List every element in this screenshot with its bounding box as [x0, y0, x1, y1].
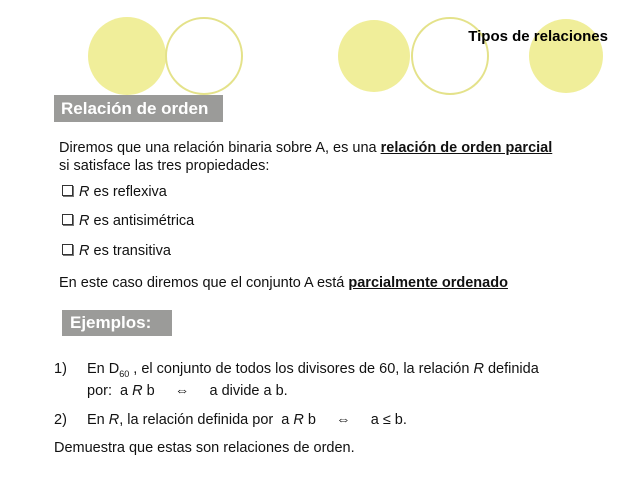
bullet-text: es reflexiva [89, 184, 167, 200]
example-2-var2: R [293, 412, 304, 428]
example-1-line-2 [87, 382, 288, 400]
bullet-reflexiva [62, 183, 167, 201]
bullet-var: R [79, 243, 90, 259]
circle-outline-1 [166, 18, 242, 94]
conclusion-line [59, 274, 508, 292]
intro-text: Diremos que una relación binaria sobre A, es una [59, 140, 381, 156]
page-title: Tipos de relaciones [468, 28, 608, 45]
example-2-mid: , la relación definida por a [119, 412, 294, 428]
bullet-square-icon [62, 185, 73, 196]
example-1-line2-mid: b ⇔ a divide a b. [142, 383, 288, 399]
term-orden-parcial: relación de orden parcial [380, 140, 553, 156]
intro-line-1 [59, 139, 552, 157]
example-2-number: 2) [54, 412, 67, 428]
example-1-line2-pre: por: a [87, 383, 133, 399]
section-heading-orden: Relación de orden [54, 95, 223, 122]
example-2-end: b ⇔ a ≤ b. [303, 412, 407, 428]
example-1-subscript: 60 [119, 368, 130, 379]
example-1-pre: En D [87, 361, 120, 377]
bullet-square-icon [62, 214, 73, 225]
example-1-line2-var: R [132, 383, 143, 399]
section-heading-ejemplos: Ejemplos: [62, 310, 172, 336]
bullet-transitiva [62, 242, 171, 260]
example-1-end: definida [483, 361, 539, 377]
bullet-square-icon [62, 244, 73, 255]
example-1-body [87, 360, 539, 383]
bullet-var: R [79, 184, 90, 200]
bullet-antisimetrica [62, 212, 194, 230]
bullet-text: es transitiva [89, 243, 171, 259]
example-1-line-1 [54, 360, 539, 379]
conclusion-text: En este caso diremos que el conjunto A está [59, 275, 349, 291]
example-1-number: 1) [54, 361, 67, 377]
example-2-pre: En [87, 412, 109, 428]
bullet-text: es antisimétrica [89, 213, 195, 229]
term-parcialmente-ordenado: parcialmente ordenado [348, 275, 508, 291]
closing-line: Demuestra que estas son relaciones de orden. [54, 440, 355, 456]
example-2-body [87, 411, 407, 429]
example-2-var: R [108, 412, 120, 428]
example-2-line [54, 411, 407, 429]
circle-filled-2 [338, 20, 410, 92]
intro-line-2: si satisface las tres propiedades: [59, 158, 270, 174]
example-1-post: , el conjunto de todos los divisores de 60, la relación [129, 361, 474, 377]
bullet-var: R [79, 213, 90, 229]
example-1-var: R [473, 361, 484, 377]
circle-filled-1 [88, 17, 166, 95]
